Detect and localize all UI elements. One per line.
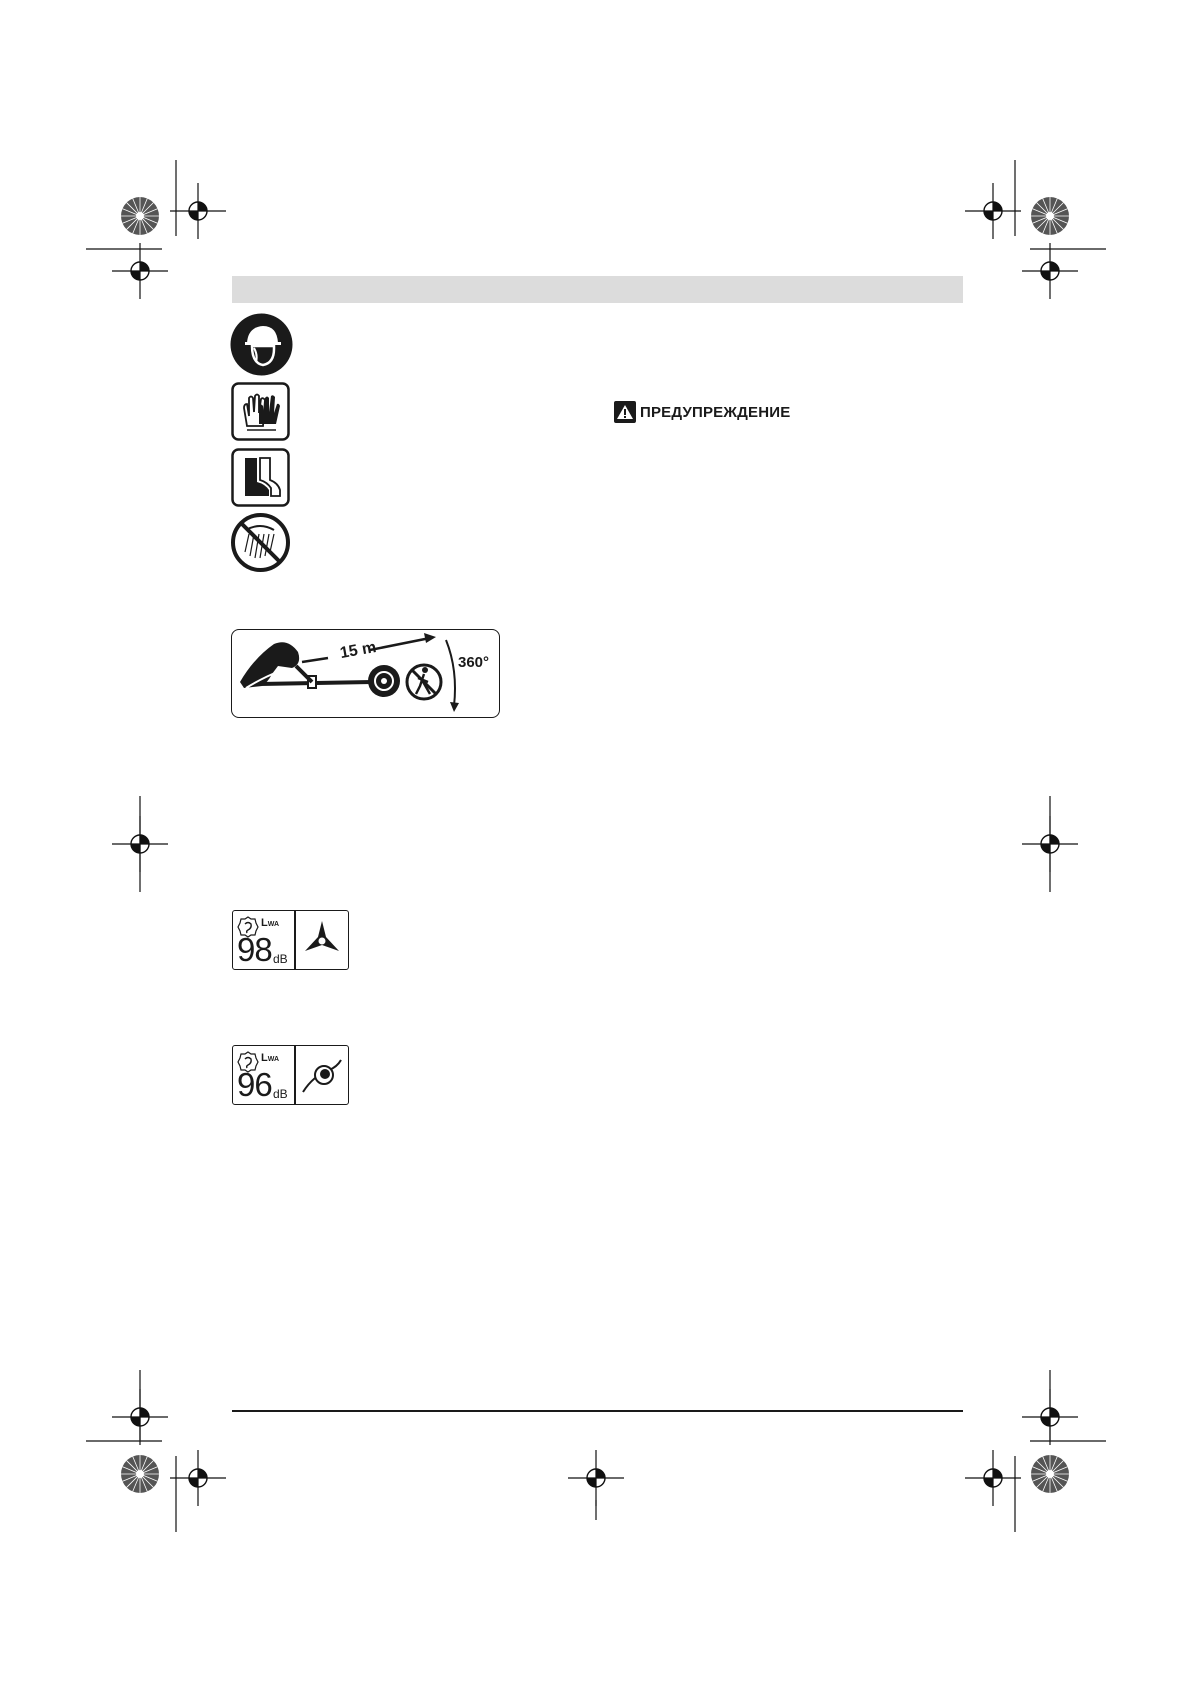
warning-label: [614, 400, 790, 424]
noise-label-98db: [232, 910, 349, 970]
three-blade-icon: [299, 915, 345, 965]
label-divider: [294, 1046, 296, 1104]
sound-power-symbol: LWA: [261, 1052, 280, 1064]
noise-label-96db: [232, 1045, 349, 1105]
header-band: [232, 276, 963, 303]
footer-rule: [232, 1410, 963, 1412]
gloves-icon: [231, 382, 290, 441]
boots-icon: [231, 448, 290, 507]
line-spool-icon: [299, 1050, 345, 1100]
distance-label: 15 m: [338, 638, 378, 663]
helmet-icon: [230, 313, 293, 376]
sound-power-unit: dB: [273, 1087, 288, 1101]
safety-distance-panel: [231, 629, 500, 718]
sound-power-symbol: LWA: [261, 917, 280, 929]
sound-power-unit: dB: [273, 952, 288, 966]
warning-triangle-icon: [614, 401, 636, 423]
label-divider: [294, 911, 296, 969]
rotation-label: 360°: [458, 654, 490, 671]
sound-power-value: 98: [237, 931, 272, 968]
warning-text: ПРЕДУПРЕЖДЕНИЕ: [640, 403, 791, 421]
no-rain-icon: [230, 512, 291, 573]
sound-power-value: 96: [237, 1066, 272, 1103]
